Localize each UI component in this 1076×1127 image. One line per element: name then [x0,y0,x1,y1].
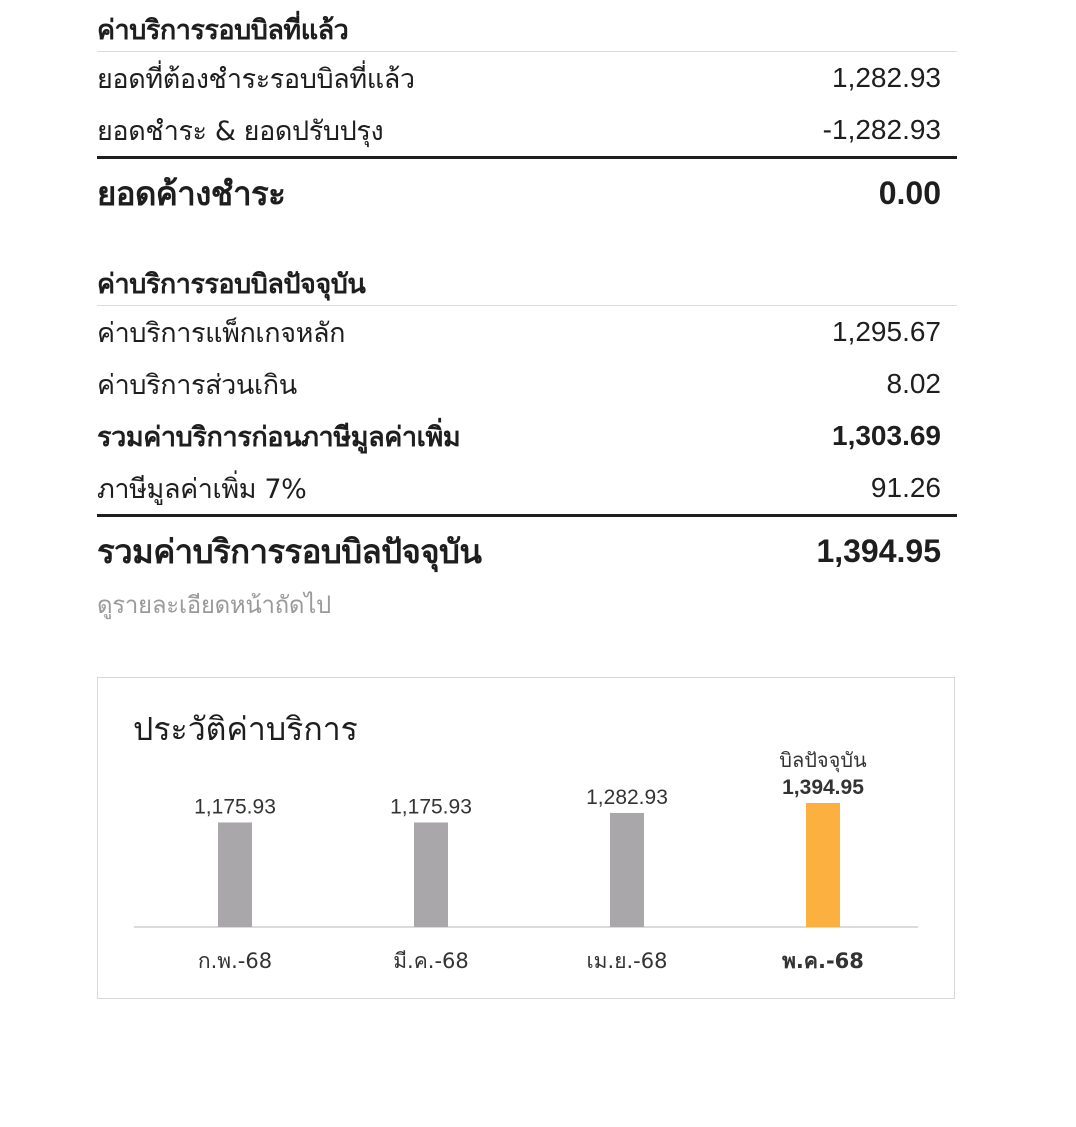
x-tick-label: พ.ค.-68 [782,949,864,973]
outstanding-balance-row [97,159,957,227]
previous-cycle-title: ค่าบริการรอบบิลที่แล้ว [97,0,957,52]
bar-2 [414,822,448,927]
billing-history-chart [98,678,954,998]
row-label: รวมค่าบริการก่อนภาษีมูลค่าเพิ่ม [97,421,461,453]
row-amount: 1,303.69 [832,420,941,451]
bar-value-label: 1,282.93 [586,785,668,809]
row-label: ยอดที่ต้องชำระรอบบิลที่แล้ว [97,63,415,95]
total-amount: 0.00 [878,174,941,211]
history-title: ประวัติค่าบริการ [133,710,358,748]
row-amount: 1,282.93 [832,62,941,93]
total-label: ยอดค้างชำระ [97,173,286,213]
row-amount: 8.02 [886,368,941,399]
overage-charge-row [97,358,957,410]
row-amount: 1,295.67 [832,316,941,347]
bill-summary [97,0,957,973]
total-amount: 1,394.95 [816,532,941,569]
row-label: ภาษีมูลค่าเพิ่ม 7% [97,473,307,505]
x-tick-label: มี.ค.-68 [393,949,469,973]
bar-1 [218,822,252,927]
see-details-note: ดูรายละเอียดหน้าถัดไป [97,591,331,619]
row-label: ค่าบริการส่วนเกิน [97,369,297,401]
payment-adjustment-row [97,104,957,156]
subtotal-before-vat-row [97,410,957,462]
row-label: ยอดชำระ & ยอดปรับปรุง [97,115,384,147]
row-amount: 91.26 [870,472,941,503]
row-label: ค่าบริการแพ็กเกจหลัก [97,317,346,349]
current-cycle-title: ค่าบริการรอบบิลปัจจุบัน [97,254,957,306]
current-total-row [97,517,957,585]
total-label: รวมค่าบริการรอบบิลปัจจุบัน [97,531,482,571]
bar-value-label: 1,175.93 [390,795,472,819]
main-package-row [97,306,957,358]
bar-value-label: 1,394.95 [782,776,864,799]
bar-3 [610,813,644,927]
current-bill-caption: บิลปัจจุบัน [779,748,867,772]
previous-amount-due-row [97,52,957,104]
billing-history-panel [97,677,955,999]
x-tick-label: ก.พ.-68 [197,949,273,973]
bar-value-label: 1,175.93 [194,795,276,819]
bar-current-month [806,803,840,927]
vat-row [97,462,957,514]
x-tick-label: เม.ย.-68 [586,949,668,973]
row-amount: -1,282.93 [822,114,941,145]
